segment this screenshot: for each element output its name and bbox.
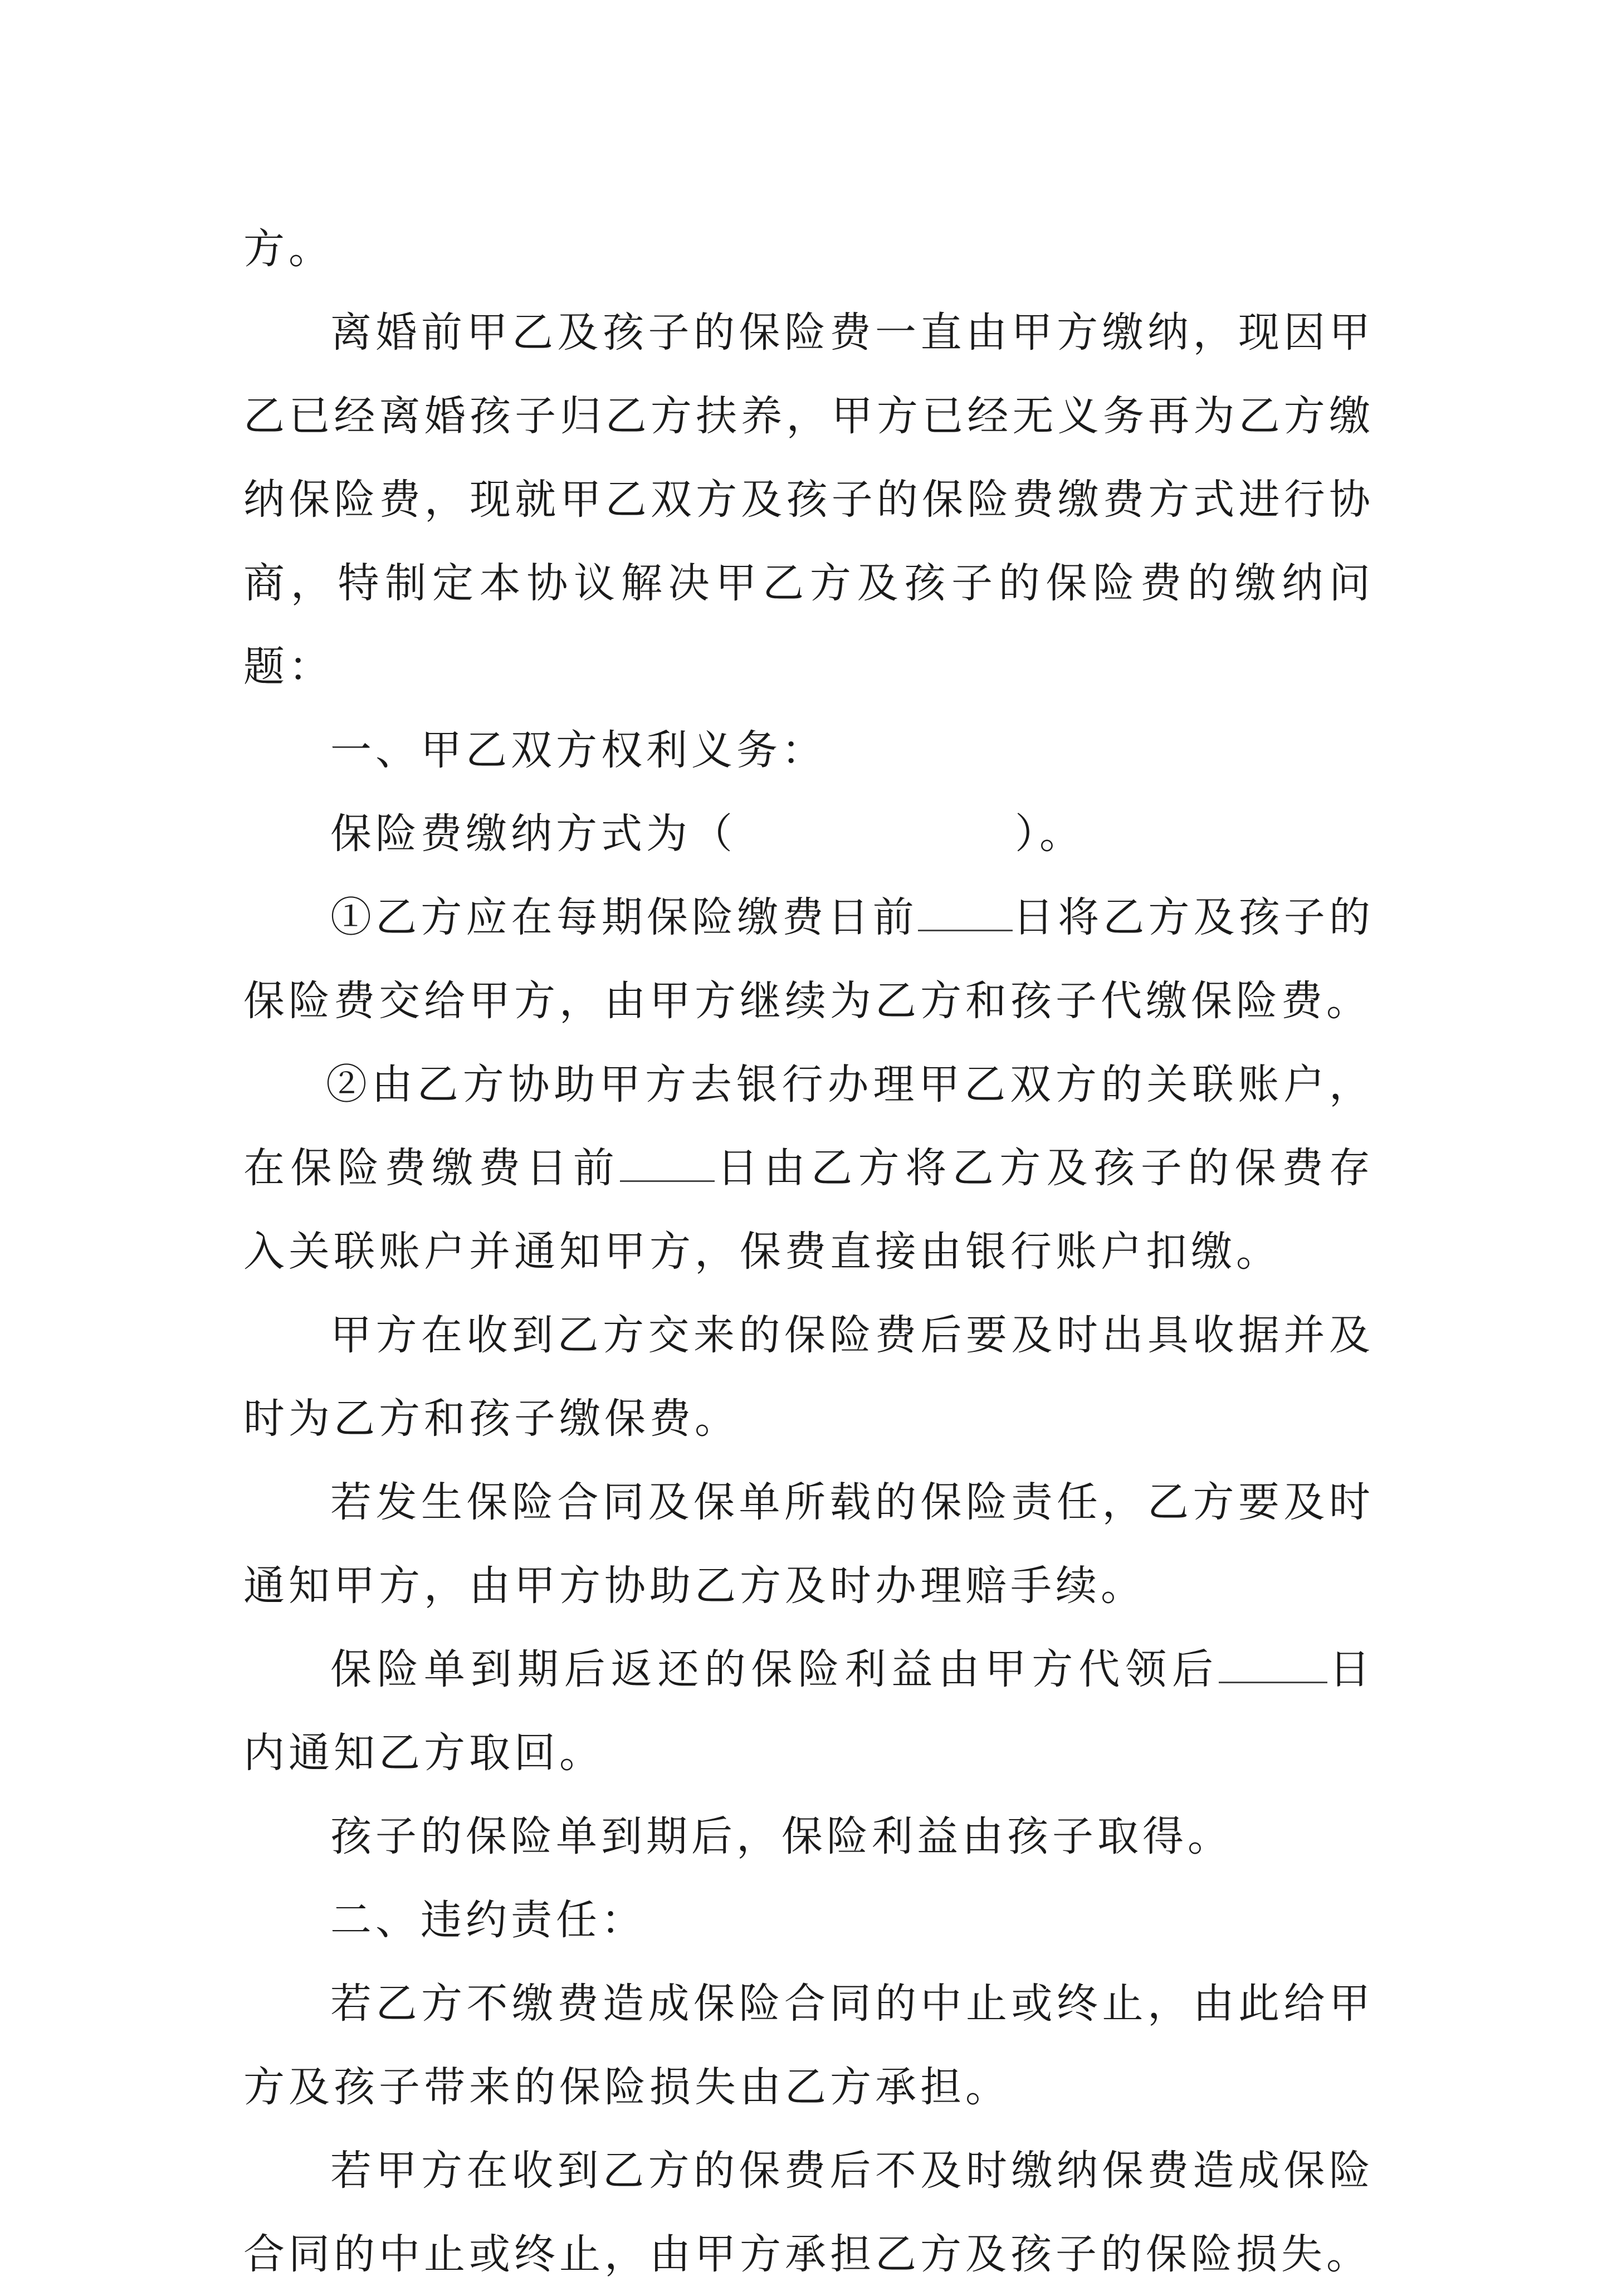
paragraph-payment-method [243, 792, 1374, 876]
paragraph-text: 若发生保险合同及保单所载的保险责任，乙方要及时通知甲方，由甲方协助乙方及时办理赔手续。 [243, 1478, 1374, 1610]
section-heading-liability [243, 1878, 1374, 1962]
paragraph-text: ①乙方应在每期保险缴费日前 [330, 893, 918, 941]
paragraph-text: 若甲方在收到乙方的保费后不及时缴纳保费造成保险合同的中止或终止，由甲方承担乙方及孩子的保险损失。 [243, 2147, 1374, 2278]
paragraph-text: 方。 [243, 225, 334, 273]
document-body [243, 207, 1374, 2296]
paragraph-text: 离婚前甲乙及孩子的保险费一直由甲方缴纳，现因甲乙已经离婚孩子归乙方扶养，甲方已经无义务再为乙方缴纳保险费，现就甲乙双方及孩子的保险费缴费方式进行协商，特制定本协议解决甲乙方及孩子的保险费的缴纳问题： [243, 309, 1374, 691]
paragraph-receipt [243, 1293, 1374, 1460]
paragraph-liability-b [243, 1962, 1374, 2129]
paragraph-text: 孩子的保险单到期后，保险利益由孩子取得。 [330, 1813, 1233, 1860]
paragraph-continuation [243, 207, 1374, 291]
paragraph-liability-a [243, 2129, 1374, 2296]
paragraph-text: ）。 [1015, 810, 1085, 858]
paragraph-option-2 [243, 1043, 1374, 1293]
days-blank [620, 1145, 715, 1182]
paragraph-child-benefit [243, 1795, 1374, 1878]
heading-text: 二、违约责任： [330, 1896, 646, 1944]
days-blank [1219, 1646, 1327, 1683]
paragraph-text: 日内通知乙方取回。 [243, 1645, 1375, 1777]
paragraph-text: ②由乙方协助甲方去银行办理甲乙双方的关联账户，在保险费缴费日前 [243, 1061, 1374, 1192]
heading-text: 一、甲乙双方权利义务： [330, 726, 827, 774]
days-blank [918, 894, 1013, 931]
paragraph-background [243, 291, 1374, 709]
paragraph-claims [243, 1460, 1374, 1628]
paragraph-text: 保险费缴纳方式为（ [330, 810, 736, 858]
paragraph-text: 日将乙方及孩子的保险费交给甲方，由甲方继续为乙方和孩子代缴保险费。 [243, 893, 1375, 1025]
paragraph-text: 若乙方不缴费造成保险合同的中止或终止，由此给甲方及孩子带来的保险损失由乙方承担。 [243, 1980, 1374, 2111]
paragraph-text: 日由乙方将乙方及孩子的保费存入关联账户并通知甲方，保费直接由银行账户扣缴。 [243, 1144, 1375, 1276]
paragraph-text: 保险单到期后返还的保险利益由甲方代领后 [330, 1645, 1219, 1693]
paragraph-maturity [243, 1628, 1374, 1795]
paragraph-text: 甲方在收到乙方交来的保险费后要及时出具收据并及时为乙方和孩子缴保费。 [243, 1311, 1374, 1443]
section-heading-rights [243, 709, 1374, 792]
paragraph-option-1 [243, 876, 1374, 1043]
